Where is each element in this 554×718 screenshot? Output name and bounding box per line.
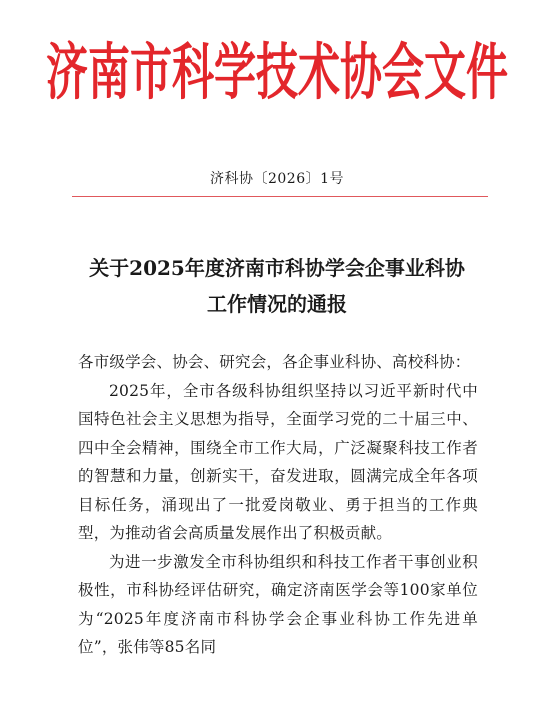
- title-line-2: 工作情况的通报: [207, 292, 347, 316]
- document-number: 济科协〔2026〕1号: [209, 171, 345, 187]
- masthead-title: 济南市科学技术协会文件: [45, 36, 508, 108]
- paragraph-1: 2025年，全市各级科协组织坚持以习近平新时代中国特色社会主义思想为指导，全面学习党的二十届三中、四中全会精神，围绕全市工作大局，广泛凝聚科技工作者的智慧和力量，创新实干，奋发进取，圆满完成全年各项目标任务，涌现出了一批爱岗敬业、勇于担当的工作典型，为推动省会高质量发展作出了积极贡献。: [78, 381, 478, 542]
- document-title: [0, 250, 554, 322]
- paragraph-2: 为进一步激发全市科协组织和科技工作者干事创业积极性，市科协经评估研究，确定济南医学会等100家单位为“2025年度济南市科协学会企事业科协工作先进单位”，张伟等85名同: [78, 552, 478, 656]
- title-line-1: 关于2025年度济南市科协学会企事业科协: [89, 256, 465, 280]
- salutation: 各市级学会、协会、研究会，各企事业科协、高校科协：: [78, 353, 471, 371]
- document-body: [78, 348, 478, 662]
- red-divider-line: [72, 196, 488, 197]
